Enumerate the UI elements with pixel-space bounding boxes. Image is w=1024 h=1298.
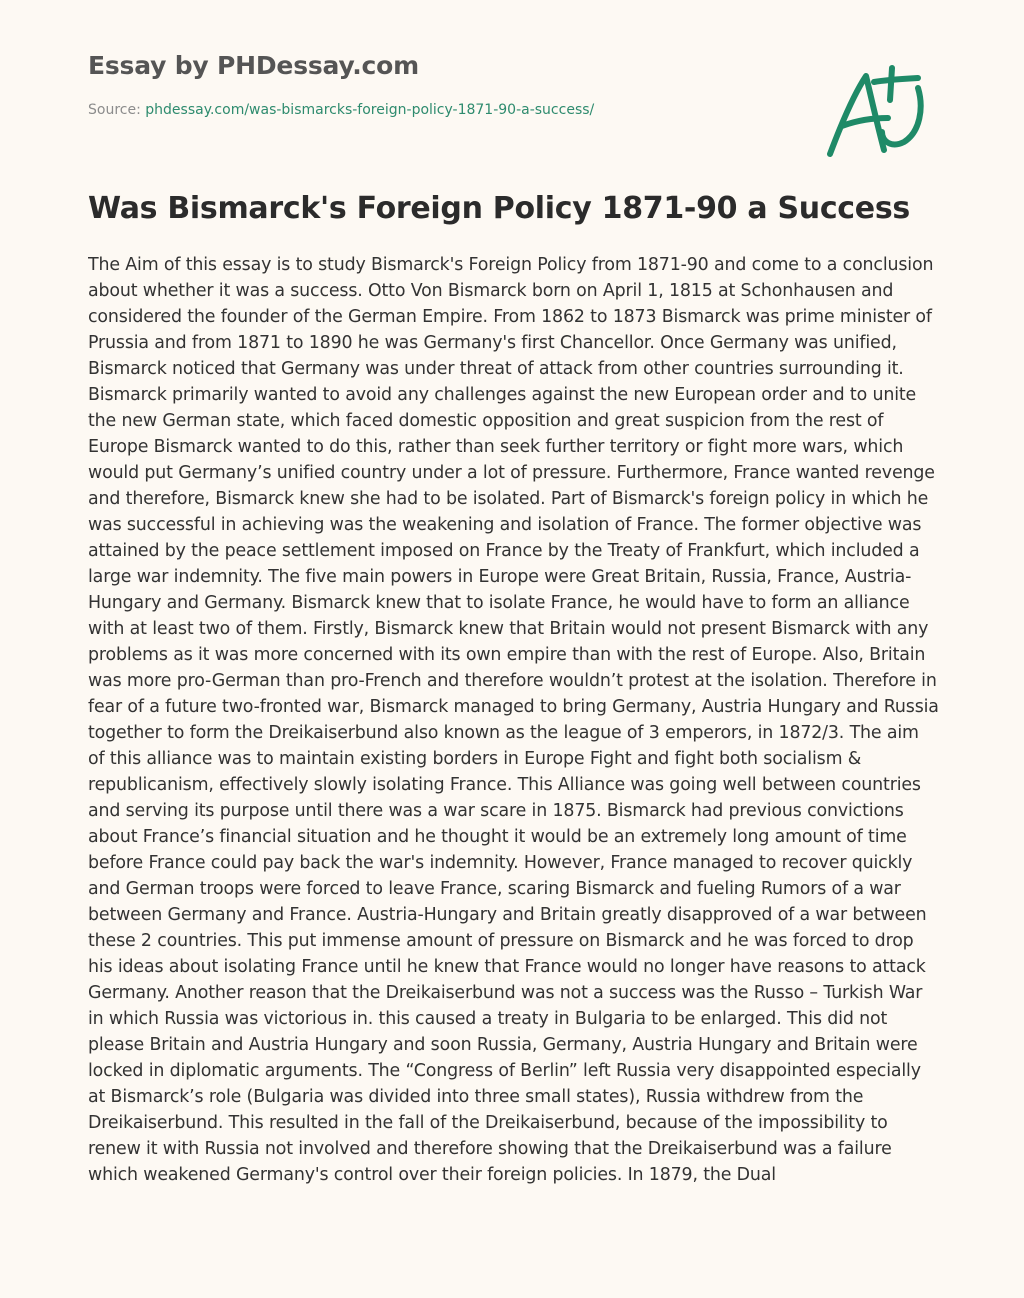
logo-plus-horizontal: [874, 78, 918, 82]
logo-a-crossbar: [842, 118, 888, 126]
logo-plus-vertical: [890, 68, 892, 100]
essay-body-paragraph: The Aim of this essay is to study Bismarck's Foreign Policy from 1871-90 and come to a conclusion about whether it was a success. Otto Von Bismarck born on April 1, 1815 at Schonhausen and considered the founder of the German Empire. From 1862 to 1873 Bismarck was prime minister of Prussia and from 1871 to 1890 he was Germany's first Chancellor. Once Germany was unified, Bismarck noticed that Germany was under threat of attack from other countries surrounding it. Bismarck primarily wanted to avoid any challenges against the new European order and to unite the new German state, which faced domestic opposition and great suspicion from the rest of Europe Bismarck wanted to do this, rather than seek further territory or fight more wars, which would put Germany’s unified country under a lot of pressure. Furthermore, France wanted revenge and therefore, Bismarck knew she had to be isolated. Part of Bismarck's foreign policy in which he was successful in achieving was the weakening and isolation of France. The former objective was attained by the peace settlement imposed on France by the Treaty of Frankfurt, which included a large war indemnity. The five main powers in Europe were Great Britain, Russia, France, Austria- Hungary and Germany. Bismarck knew that to isolate France, he would have to form an alliance with at least two of them. Firstly, Bismarck knew that Britain would not present Bismarck with any problems as it was more concerned with its own empire than with the rest of Europe. Also, Britain was more pro-German than pro-French and therefore wouldn’t protest at the isolation. Therefore in fear of a future two-fronted war, Bismarck managed to bring Germany, Austria Hungary and Russia together to form the Dreikaiserbund also known as the league of 3 emperors, in 1872/3. The aim of this alliance was to maintain existing borders in Europe Fight and fight both socialism & republicanism, effectively slowly isolating France. This Alliance was going well between countries and serving its purpose until there was a war scare in 1875. Bismarck had previous convictions about France’s financial situation and he thought it would be an extremely long amount of time before France could pay back the war's indemnity. However, France managed to recover quickly and German troops were forced to leave France, scaring Bismarck and fueling Rumors of a war between Germany and France. Austria-Hungary and Britain greatly disapproved of a war between these 2 countries. This put immense amount of pressure on Bismarck and he was forced to drop his ideas about isolating France until he knew that France would no longer have reasons to attack Germany. Another reason that the Dreikaiserbund was not a success was the Russo – Turkish War in which Russia was victorious in. this caused a treaty in Bulgaria to be enlarged. This did not please Britain and Austria Hungary and soon Russia, Germany, Austria Hungary and Britain were locked in diplomatic arguments. The “Congress of Berlin” left Russia very disappointed especially at Bismarck’s role (Bulgaria was divided into three small states), Russia withdrew from the Dreikaiserbund. This resulted in the fall of the Dreikaiserbund, because of the impossibility to renew it with Russia not involved and therefore showing that the Dreikaiserbund was a failure which weakened Germany's control over their foreign policies. In 1879, the Dual: [88, 255, 939, 1185]
logo-a-stroke: [830, 76, 884, 154]
essay-body-container: [88, 252, 940, 1298]
essay-title: Was Bismarck's Foreign Policy 1871-90 a Success: [88, 191, 910, 226]
source-label: Source:: [88, 102, 146, 118]
source-line: [88, 100, 788, 120]
site-name: Essay by PHDessay.com: [88, 51, 419, 80]
source-link[interactable]: phdessay.com/was-bismarcks-foreign-policy-1871-90-a-success/: [145, 102, 595, 118]
a-plus-logo-icon: [820, 62, 930, 162]
header: [88, 48, 788, 120]
